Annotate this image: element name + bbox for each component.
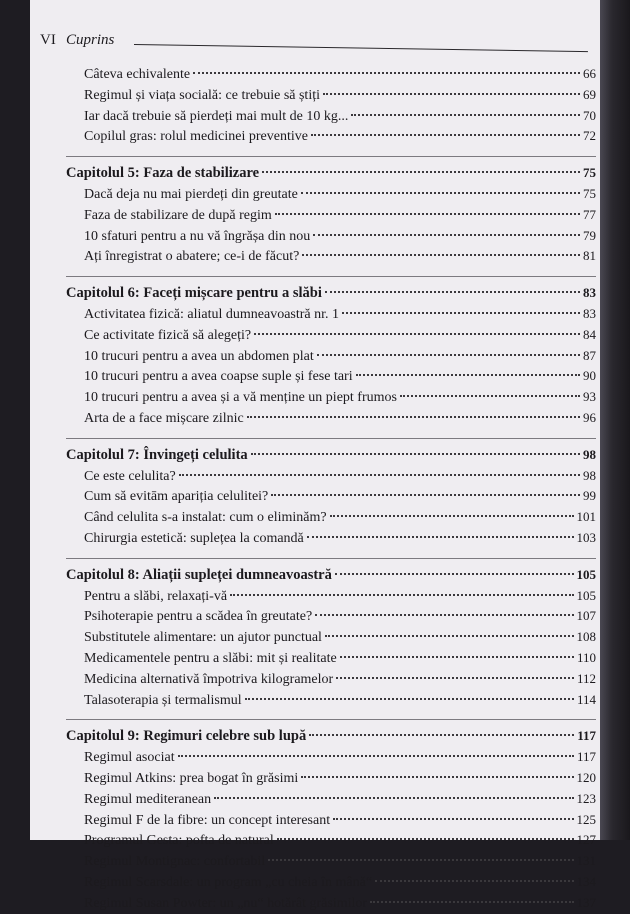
- dot-leader: [193, 71, 580, 74]
- entry-title: Activitatea fizică: aliatul dumneavoastră nr. 1: [84, 306, 340, 322]
- toc-entry-row: [66, 851, 596, 872]
- dot-leader: [262, 170, 580, 173]
- entry-title: Regimul Montignac: confortabil: [84, 854, 266, 870]
- dot-leader: [301, 191, 580, 194]
- dot-leader: [245, 697, 574, 700]
- entry-title: Talasoterapia și termalismul: [84, 692, 242, 708]
- page-ref: 79: [583, 227, 596, 243]
- entry-title: Regimul Susan Powter: un „nu“ hotărât grăsimilor: [84, 895, 368, 911]
- toc-entry-row: [66, 304, 596, 325]
- toc-entry-row: [66, 507, 596, 528]
- entry-title: Regimul și viața socială: ce trebuie să știți: [84, 87, 320, 103]
- toc-chapter-row: [66, 283, 596, 304]
- dot-leader: [351, 113, 580, 116]
- dot-leader: [301, 775, 573, 778]
- page-ref: 110: [576, 649, 596, 665]
- page-ref: 108: [576, 629, 596, 645]
- dot-leader: [333, 817, 573, 820]
- dot-leader: [356, 373, 580, 376]
- entry-title: Regimul asociat: [84, 750, 175, 766]
- page-ref: 93: [583, 389, 596, 405]
- page-ref: 83: [583, 285, 596, 301]
- page-ref: 131: [576, 853, 596, 869]
- page-ref: 84: [583, 326, 596, 342]
- toc-section: [66, 558, 596, 711]
- book-page: [30, 0, 600, 911]
- dot-leader: [325, 290, 580, 293]
- chapter-title: Capitolul 6: Faceți mișcare pentru a slăbi: [66, 285, 322, 302]
- page-ref: 114: [576, 691, 596, 707]
- toc-entry-row: [66, 893, 596, 914]
- dot-leader: [317, 353, 580, 356]
- page-ref: 81: [583, 248, 596, 264]
- page-ref: 72: [583, 128, 596, 144]
- toc-section: [66, 276, 596, 429]
- page-ref: 99: [583, 488, 596, 504]
- running-title: Cuprins: [66, 32, 115, 48]
- toc-entry-row: [66, 768, 596, 789]
- entry-title: 10 trucuri pentru a avea și a vă menține un piept frumos: [84, 390, 397, 406]
- toc-entry-row: [66, 747, 596, 768]
- entry-title: Regimul mediteranean: [84, 791, 212, 807]
- dot-leader: [302, 253, 580, 256]
- page-ref: 66: [583, 66, 596, 81]
- toc-entry-row: [66, 205, 596, 226]
- entry-title: Psihoterapie pentru a scădea în greutate?: [84, 609, 313, 625]
- dot-leader: [254, 332, 580, 335]
- page-ref: 69: [583, 86, 596, 102]
- entry-title: Ce activitate fizică să alegeți?: [84, 327, 252, 343]
- dot-leader: [251, 452, 580, 455]
- entry-title: Arta de a face mișcare zilnic: [84, 410, 244, 426]
- toc-entry-row: [66, 669, 596, 690]
- dot-leader: [323, 92, 580, 95]
- entry-title: Ce este celulita?: [84, 468, 176, 484]
- entry-title: 10 trucuri pentru a avea coapse suple și fese tari: [84, 369, 353, 385]
- entry-title: Chirurgia estetică: suplețea la comandă: [84, 530, 304, 546]
- dot-leader: [336, 676, 574, 679]
- toc-entry-row: [66, 690, 596, 711]
- page-ref: 112: [576, 670, 596, 686]
- toc-chapter-row: [66, 445, 596, 466]
- toc-entry-row: [66, 830, 596, 851]
- entry-title: Medicina alternativă împotriva kilogramelor: [84, 671, 334, 687]
- page-ref: 98: [583, 446, 596, 462]
- entry-title: 10 trucuri pentru a avea un abdomen plat: [84, 348, 314, 364]
- page-ref: 98: [583, 467, 596, 483]
- toc-section: [66, 64, 596, 147]
- page-ref: 87: [583, 347, 596, 363]
- toc-section: [66, 156, 596, 267]
- dot-leader: [325, 634, 574, 637]
- chapter-title: Capitolul 9: Regimuri celebre sub lupă: [66, 728, 307, 745]
- dot-leader: [178, 754, 574, 757]
- table-of-contents: [66, 64, 596, 913]
- toc-entry-row: [66, 64, 596, 85]
- entry-title: Cum să evitām apariția celulitei?: [84, 489, 269, 505]
- entry-title: Regimul Atkins: prea bogat în grăsimi: [84, 770, 299, 786]
- dot-leader: [340, 655, 574, 658]
- toc-section: [66, 719, 596, 913]
- toc-entry-row: [66, 325, 596, 346]
- toc-entry-row: [66, 789, 596, 810]
- entry-title: Faza de stabilizare de după regim: [84, 207, 272, 223]
- page-ref: 137: [576, 894, 596, 910]
- header-rule: [134, 44, 588, 52]
- chapter-title: Capitolul 8: Aliații supleței dumneavoastră: [66, 566, 332, 583]
- entry-title: Ați înregistrat o abatere; ce-i de făcut?: [84, 249, 300, 265]
- page-ref: 70: [583, 107, 596, 123]
- chapter-title: Capitolul 5: Faza de stabilizare: [66, 165, 260, 182]
- toc-entry-row: [66, 810, 596, 831]
- page-ref: 117: [577, 728, 596, 744]
- page-number: VI: [40, 32, 56, 48]
- dot-leader: [375, 879, 573, 882]
- dot-leader: [247, 415, 580, 418]
- page-ref: 77: [583, 206, 596, 222]
- toc-entry-row: [66, 346, 596, 367]
- entry-title: Substitutele alimentare: un ajutor punctual: [84, 630, 322, 646]
- toc-entry-row: [66, 606, 596, 627]
- dot-leader: [309, 733, 574, 736]
- page-ref: 90: [583, 368, 596, 384]
- page-ref: 127: [576, 832, 596, 848]
- toc-entry-row: [66, 586, 596, 607]
- page-ref: 101: [576, 509, 596, 525]
- dot-leader: [330, 514, 574, 517]
- entry-title: Regimul F de la fibre: un concept interesant: [84, 812, 331, 828]
- entry-title: Când celulita s-a instalat: cum o eliminăm?: [84, 510, 327, 526]
- page-ref: 96: [583, 409, 596, 425]
- toc-section: [66, 438, 596, 549]
- dot-leader: [179, 473, 580, 476]
- page-ref: 107: [576, 608, 596, 624]
- toc-entry-row: [66, 184, 596, 205]
- toc-entry-row: [66, 528, 596, 549]
- toc-chapter-row: [66, 163, 596, 184]
- dot-leader: [277, 837, 574, 840]
- page-ref: 123: [576, 790, 596, 806]
- entry-title: Regimul Scarsdale: un program „cu cheia în mână“: [84, 874, 373, 890]
- page-ref: 134: [576, 873, 596, 889]
- toc-entry-row: [66, 126, 596, 147]
- page-edge-shadow: [600, 0, 630, 840]
- dot-leader: [400, 394, 580, 397]
- entry-title: Câteva echivalente: [84, 67, 191, 82]
- page-ref: 75: [583, 185, 596, 201]
- toc-entry-row: [66, 648, 596, 669]
- toc-chapter-row: [66, 565, 596, 586]
- toc-entry-row: [66, 106, 596, 127]
- toc-entry-row: [66, 226, 596, 247]
- toc-entry-row: [66, 246, 596, 267]
- toc-chapter-row: [66, 726, 596, 747]
- toc-entry-row: [66, 387, 596, 408]
- dot-leader: [268, 858, 573, 861]
- dot-leader: [315, 613, 573, 616]
- dot-leader: [275, 212, 580, 215]
- page-ref: 83: [583, 305, 596, 321]
- chapter-title: Capitolul 7: Învingeți celulita: [66, 446, 248, 463]
- page-ref: 103: [576, 529, 596, 545]
- dot-leader: [311, 133, 580, 136]
- page-ref: 125: [576, 811, 596, 827]
- toc-entry-row: [66, 466, 596, 487]
- entry-title: Dacă deja nu mai pierdeți din greutate: [84, 186, 298, 202]
- dot-leader: [307, 535, 574, 538]
- running-header: [40, 32, 588, 52]
- toc-entry-row: [66, 366, 596, 387]
- entry-title: 10 sfaturi pentru a nu vă îngrășa din nou: [84, 228, 311, 244]
- dot-leader: [342, 311, 580, 314]
- entry-title: Programul Gesta: pofta de natural: [84, 833, 274, 849]
- toc-entry-row: [66, 627, 596, 648]
- dot-leader: [214, 796, 573, 799]
- toc-entry-row: [66, 486, 596, 507]
- page-ref: 105: [576, 566, 596, 582]
- entry-title: Pentru a slăbi, relaxați-vă: [84, 588, 228, 604]
- toc-entry-row: [66, 85, 596, 106]
- dot-leader: [370, 900, 573, 903]
- entry-title: Copilul gras: rolul medicinei preventive: [84, 129, 308, 145]
- dot-leader: [335, 572, 574, 575]
- dot-leader: [313, 233, 580, 236]
- page-ref: 105: [576, 587, 596, 603]
- page-ref: 75: [583, 165, 596, 181]
- page-ref: 120: [576, 769, 596, 785]
- entry-title: Iar dacă trebuie să pierdeți mai mult de 10 kg...: [84, 108, 349, 124]
- toc-entry-row: [66, 408, 596, 429]
- dot-leader: [271, 493, 580, 496]
- page-ref: 117: [576, 749, 596, 765]
- toc-entry-row: [66, 872, 596, 893]
- entry-title: Medicamentele pentru a slăbi: mit și realitate: [84, 650, 337, 666]
- dot-leader: [230, 593, 573, 596]
